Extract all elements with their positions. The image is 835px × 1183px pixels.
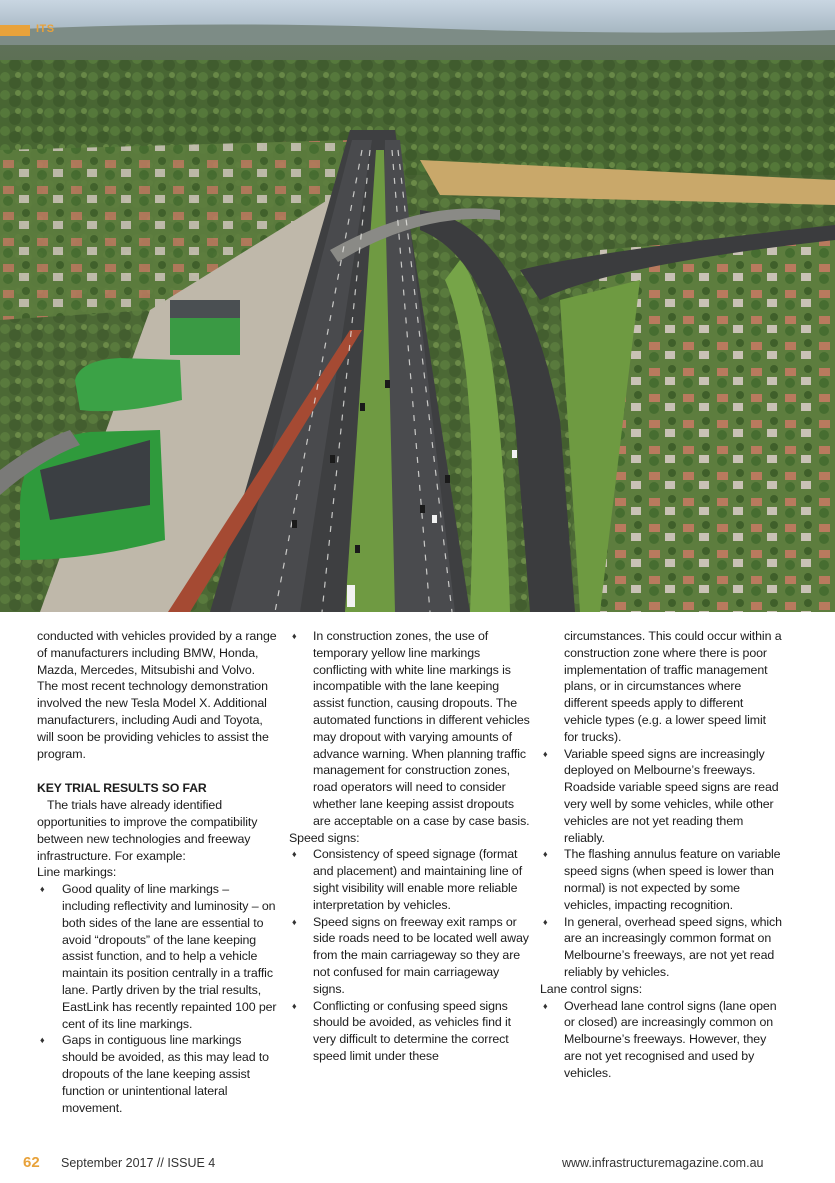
list-item: ♦ Consistency of speed signage (format and placement) and maintaining line of sight visibility will enable more reliable interpretation by vehicles. bbox=[289, 846, 532, 913]
article-column-1 bbox=[37, 628, 277, 1116]
list-item: ♦ Good quality of line markings – including reflectivity and luminosity – on both sides of the lane are essential to avoid “dropouts” of the lane keeping assist function, and to help a vehicle maintain its position centrally in a traffic lane. Partly driven by the trial results, EastLink has recently repainted 100 per cent of its line markings. bbox=[37, 881, 277, 1032]
list-item: ♦ Conflicting or confusing speed signs should be avoided, as vehicles find it very difficult to determine the correct speed limit under these bbox=[289, 998, 532, 1065]
continuation-paragraph: circumstances. This could occur within a construction zone where there is poor implementation of traffic management plans, or in circumstances where different speeds apply to different vehicle types (e.g. a lower speed limit for trucks). bbox=[564, 629, 782, 744]
article-column-2 bbox=[289, 628, 532, 1065]
page-footer bbox=[0, 1150, 835, 1176]
section-heading: KEY TRIAL RESULTS SO FAR bbox=[37, 781, 207, 796]
intro-paragraph: conducted with vehicles provided by a range of manufacturers including BMW, Honda, Mazda, Mercedes, Mitsubishi and Volvo. The most recent technology demonstration involved the new Tesla Model X. Additional manufacturers, including Audi and Toyota, will soon be providing vehicles to assist the program. bbox=[37, 629, 277, 761]
article-column-3 bbox=[540, 628, 783, 1082]
list-item: ♦ Speed signs on freeway exit ramps or side roads need to be located well away from the main carriageway so they are not confused for main carriageway signs. bbox=[289, 914, 532, 998]
list-item: ♦ In construction zones, the use of temporary yellow line markings conflicting with white line markings is incompatible with the lane keeping assist function, causing dropouts. The automated functions in different vehicles may dropout with varying amounts of advance warning. When planning traffic management for construction zones, road operators will need to consider whether lane keeping assist dropouts are acceptable on a case by case basis. bbox=[289, 628, 532, 830]
page-number: 62 bbox=[23, 1154, 40, 1171]
construction-zone-list bbox=[289, 628, 532, 830]
section-tag: ITS bbox=[36, 23, 55, 35]
list-item: ♦ In general, overhead speed signs, which are an increasingly common format on Melbourne’s freeways, are not yet read reliably by vehicles. bbox=[540, 914, 783, 981]
issue-info: September 2017 // ISSUE 4 bbox=[61, 1156, 216, 1170]
line-markings-list bbox=[37, 881, 277, 1116]
variable-signs-list bbox=[540, 746, 783, 981]
list-item: ♦ Gaps in contiguous line markings should be avoided, as this may lead to dropouts of the lane keeping assist function or unintentional lateral movement. bbox=[37, 1032, 277, 1116]
website-link[interactable]: www.infrastructuremagazine.com.au bbox=[562, 1156, 764, 1170]
speed-signs-list bbox=[289, 846, 532, 1064]
section-tab-marker bbox=[0, 25, 30, 36]
lane-control-list bbox=[540, 998, 783, 1082]
subheading-speed-signs: Speed signs: bbox=[289, 830, 360, 845]
list-item: ♦ Overhead lane control signs (lane open or closed) are increasingly common on Melbourne’s freeways. However, they are not yet recognised and used by vehicles. bbox=[540, 998, 783, 1082]
list-item: ♦ The flashing annulus feature on variable speed signs (when speed is lower than normal) is not expected by some vehicles, impacting recognition. bbox=[540, 846, 783, 913]
subheading-lane-control: Lane control signs: bbox=[540, 981, 643, 996]
subheading-line-markings: Line markings: bbox=[37, 865, 117, 880]
list-item: ♦ Variable speed signs are increasingly deployed on Melbourne’s freeways. Roadside variable speed signs are read very well by some vehicles, while other vehicles are not yet reading them reliably. bbox=[540, 746, 783, 847]
lead-paragraph: The trials have already identified opportunities to improve the compatibility between new technologies and freeway infrastructure. For example: bbox=[37, 798, 258, 863]
